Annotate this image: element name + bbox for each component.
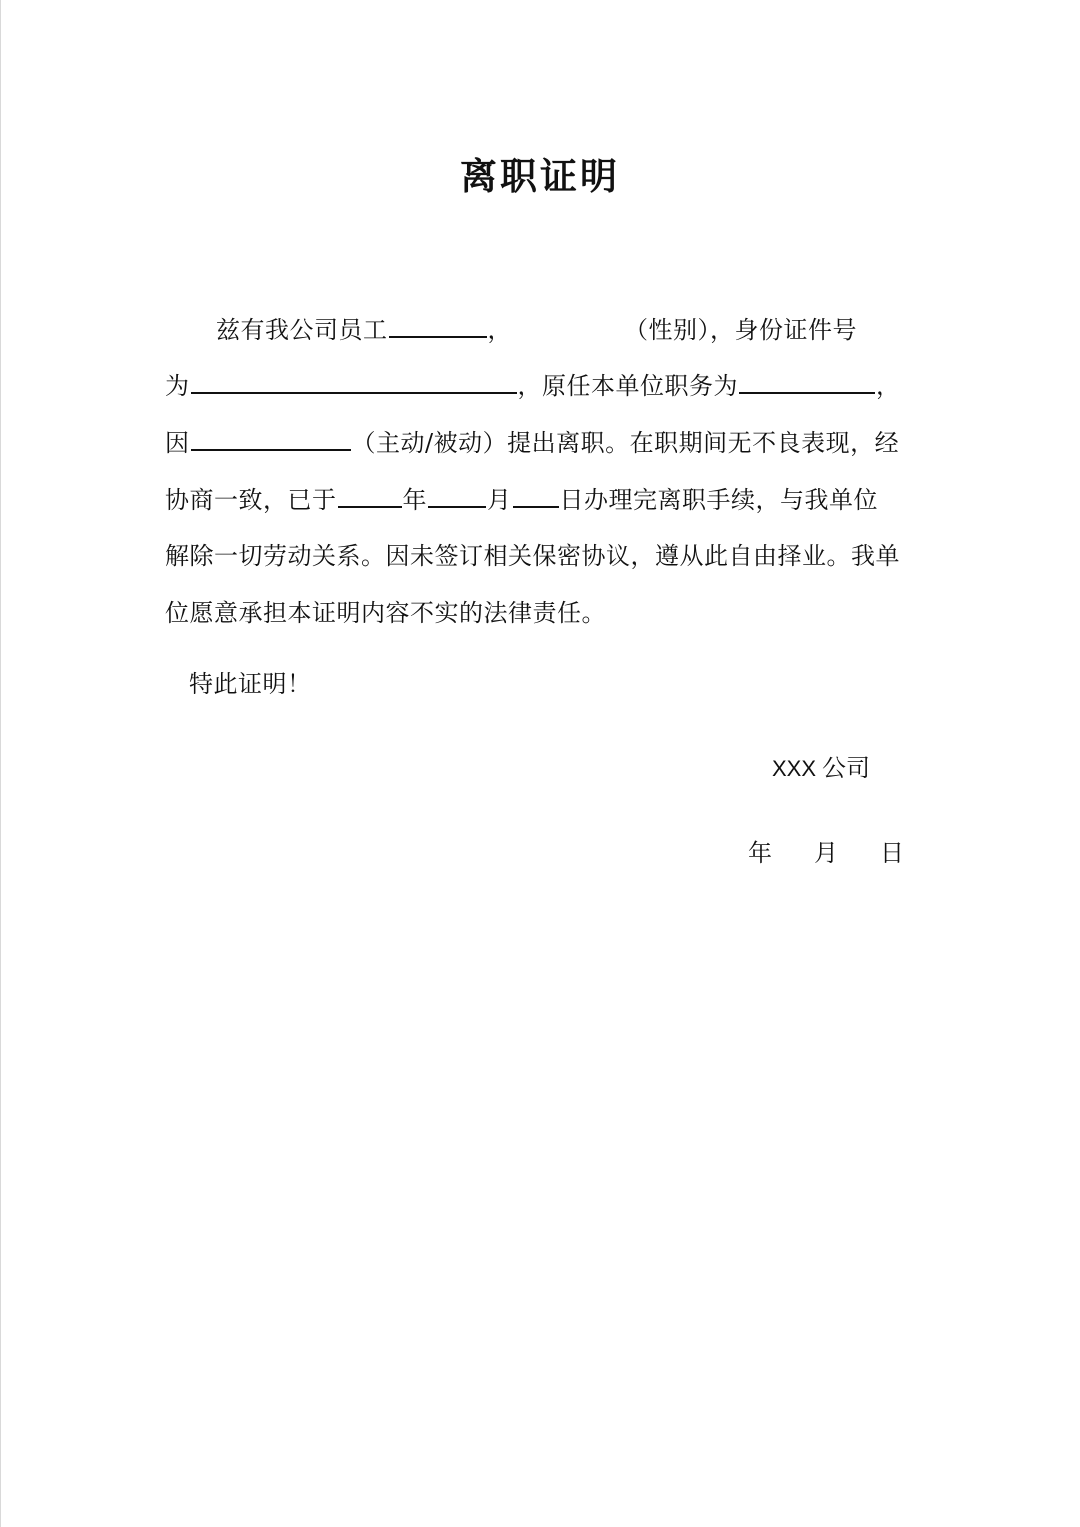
line1-text-b: ， (487, 316, 512, 344)
signature-day: 日 (880, 839, 904, 867)
signature-month: 月 (814, 839, 838, 867)
paragraph-line-4 (165, 480, 878, 520)
company-signature (772, 750, 870, 787)
year-blank (338, 480, 402, 508)
employee-name-blank (389, 310, 487, 338)
position-blank (739, 366, 875, 394)
page-border (0, 0, 1, 1527)
document-title: 离职证明 (460, 155, 620, 198)
reason-blank (191, 423, 351, 451)
paragraph-line-5: 解除一切劳动关系。因未签订相关保密协议，遵从此自由择业。我单 (165, 542, 900, 570)
closing-statement: 特此证明！ (189, 670, 312, 698)
line4-month: 月 (487, 486, 512, 514)
paragraph-line-2 (165, 366, 901, 406)
line2-text-c: ， (876, 372, 901, 400)
line2-text-a: 为 (165, 372, 190, 400)
line4-text-a: 协商一致，已于 (165, 486, 337, 514)
paragraph-line-1 (216, 310, 857, 350)
line3-text-b: （主动/被动）提出离职。在职期间无不良表现，经 (351, 429, 900, 457)
paragraph-line-3 (165, 423, 899, 463)
line3-text-a: 因 (165, 429, 190, 457)
line4-year: 年 (402, 486, 427, 514)
company-name-suffix: 公司 (822, 754, 871, 782)
day-blank (513, 480, 559, 508)
paragraph-line-6: 位愿意承担本证明内容不实的法律责任。 (165, 599, 606, 627)
line1-text-c: （性别），身份证件号 (624, 316, 857, 344)
company-name-prefix: XXX (772, 756, 817, 781)
month-blank (428, 480, 486, 508)
line4-day: 日办理完离职手续，与我单位 (559, 486, 878, 514)
line2-text-b: ，原任本单位职务为 (517, 372, 738, 400)
line1-text-a: 兹有我公司员工 (216, 316, 388, 344)
signature-year: 年 (748, 839, 772, 867)
id-number-blank (191, 366, 517, 394)
